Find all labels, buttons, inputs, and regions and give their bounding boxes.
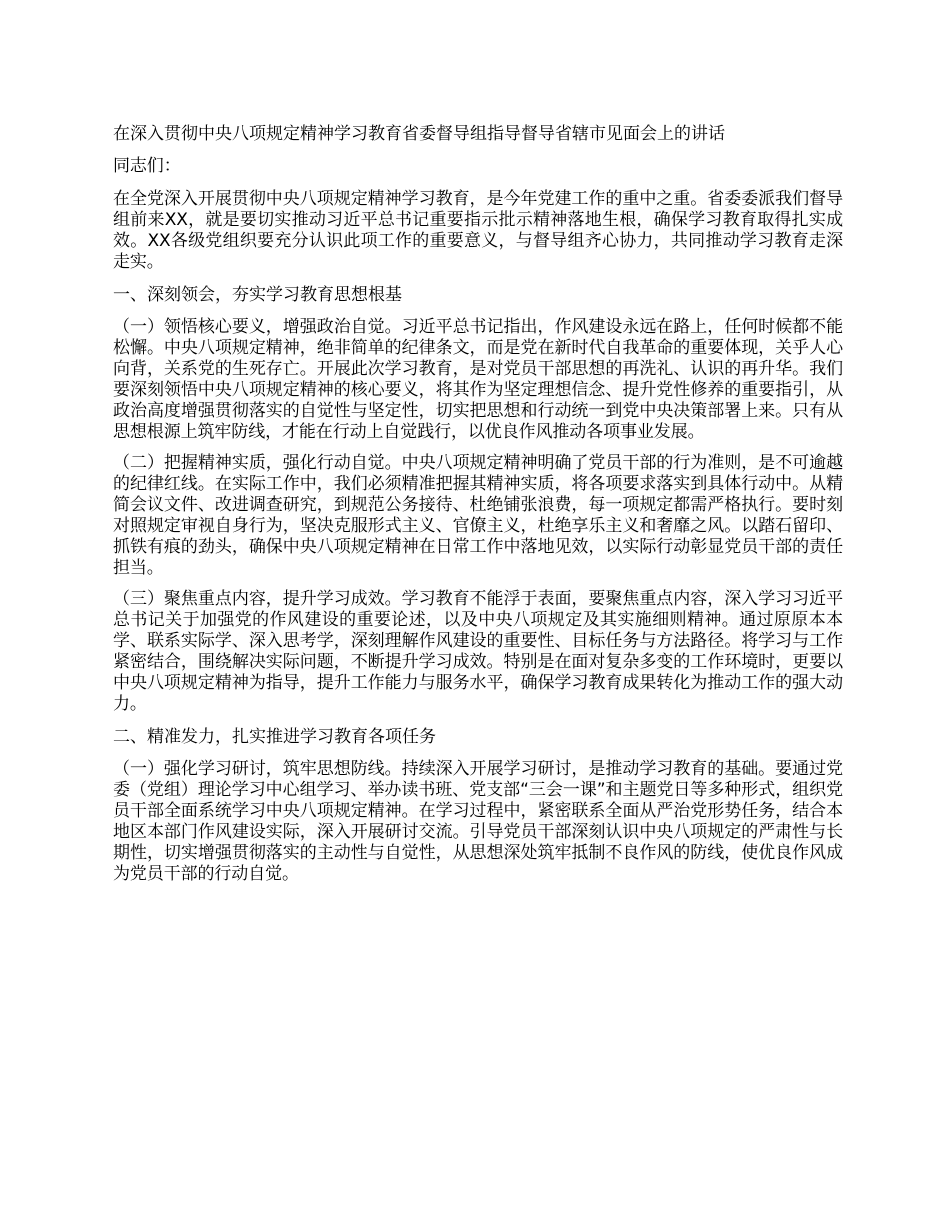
section-1-paragraph-1: （一）领悟核心要义，增强政治自觉。习近平总书记指出，作风建设永远在路上，任何时候都不能松懈。中央八项规定精神，绝非简单的纪律条文，而是党在新时代自我革命的重要体现，关乎人心向背，关系党的生死存亡。开展此次学习教育，是对党员干部思想的再洗礼、认识的再升华。我们要深刻领悟中央八项规定精神的核心要义，将其作为坚定理想信念、提升党性修养的重要指引，从政治高度增强贯彻落实的自觉性与坚定性，切实把思想和行动统一到党中央决策部署上来。只有从思想根源上筑牢防线，才能在行动上自觉践行，以优良作风推动各项事业发展。 (113, 317, 843, 442)
section-1-paragraph-2: （二）把握精神实质，强化行动自觉。中央八项规定精神明确了党员干部的行为准则，是不可逾越的纪律红线。在实际工作中，我们必须精准把握其精神实质，将各项要求落实到具体行动中。从精简会议文件、改进调查研究，到规范公务接待、杜绝铺张浪费，每一项规定都需严格执行。要时刻对照规定审视自身行为，坚决克服形式主义、官僚主义，杜绝享乐主义和奢靡之风。以踏石留印、抓铁有痕的劲头，确保中央八项规定精神在日常工作中落地见效，以实际行动彰显党员干部的责任担当。 (113, 453, 843, 578)
section-1-heading: 一、深刻领会，夯实学习教育思想根基 (113, 285, 402, 305)
document-page (113, 122, 843, 895)
intro-paragraph: 在全党深入开展贯彻中央八项规定精神学习教育，是今年党建工作的重中之重。省委委派我们督导组前来XX，就是要切实推动习近平总书记重要指示批示精神落地生根，确保学习教育取得扎实成效。XX各级党组织要充分认识此项工作的重要意义，与督导组齐心协力，共同推动学习教育走深走实。 (113, 189, 843, 272)
section-1-paragraph-3: （三）聚焦重点内容，提升学习成效。学习教育不能浮于表面，要聚焦重点内容，深入学习习近平总书记关于加强党的作风建设的重要论述，以及中央八项规定及其实施细则精神。通过原原本本学、联系实际学、深入思考学，深刻理解作风建设的重要性、目标任务与方法路径。将学习与工作紧密结合，围绕解决实际问题，不断提升学习成效。特别是在面对复杂多变的工作环境时，更要以中央八项规定精神为指导，提升工作能力与服务水平，确保学习教育成果转化为推动工作的强大动力。 (113, 589, 843, 714)
document-title: 在深入贯彻中央八项规定精神学习教育省委督导组指导督导省辖市见面会上的讲话 (113, 124, 725, 144)
section-2-heading: 二、精准发力，扎实推进学习教育各项任务 (113, 727, 436, 747)
greeting: 同志们： (113, 156, 181, 176)
section-2-paragraph-1: （一）强化学习研讨，筑牢思想防线。持续深入开展学习研讨，是推动学习教育的基础。要通过党委（党组）理论学习中心组学习、举办读书班、党支部“三会一课”和主题党日等多种形式，组织党员干部全面系统学习中央八项规定精神。在学习过程中，紧密联系全面从严治党形势任务，结合本地区本部门作风建设实际，深入开展研讨交流。引导党员干部深刻认识中央八项规定的严肃性与长期性，切实增强贯彻落实的主动性与自觉性，从思想深处筑牢抵制不良作风的防线，使优良作风成为党员干部的行动自觉。 (113, 759, 843, 884)
